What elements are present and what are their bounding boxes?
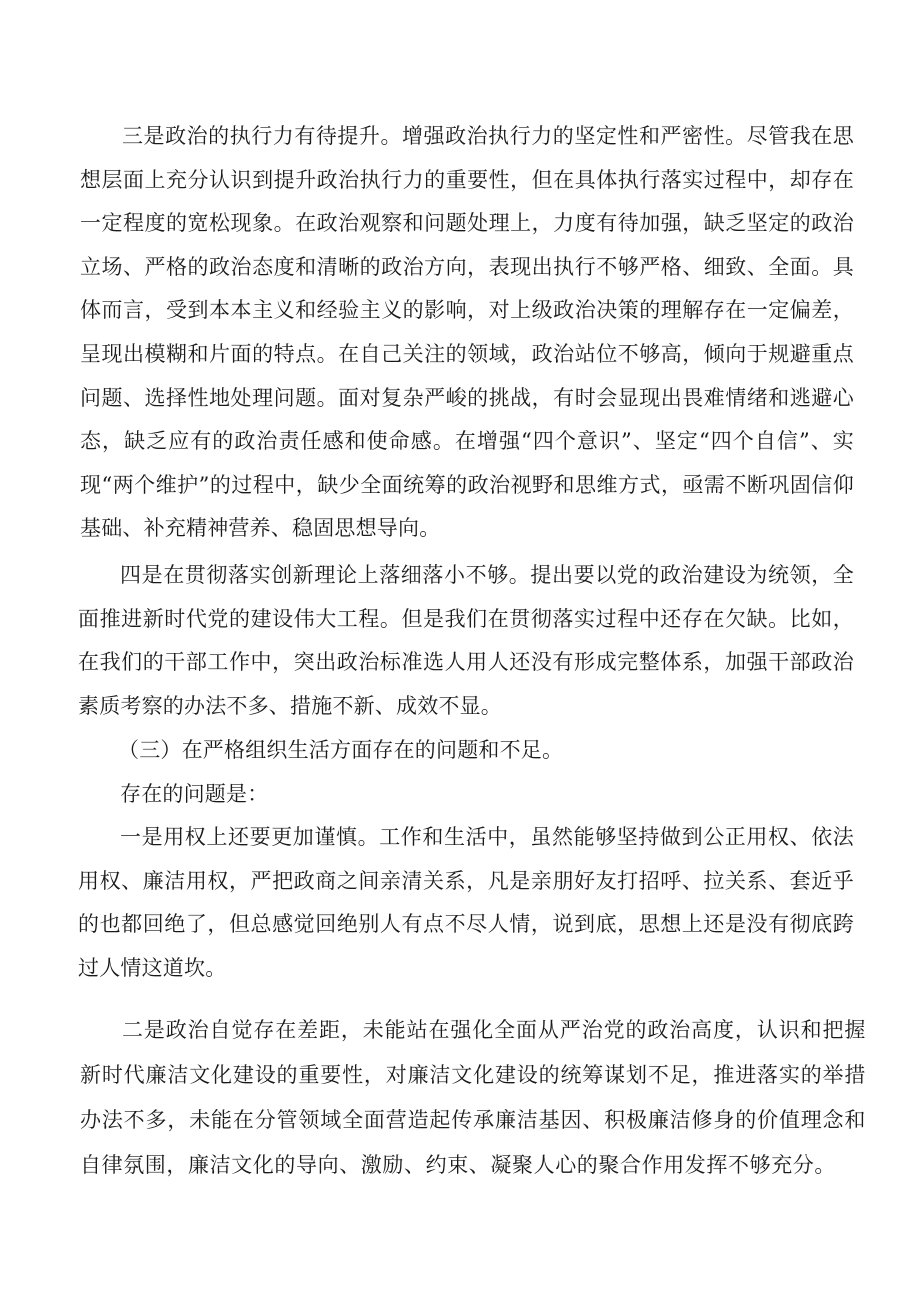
paragraph-innovation-theory: 四是在贯彻落实创新理论上落细落小不够。提出要以党的政治建设为统领，全面推进新时代党的建设伟大工程。但是我们在贯彻落实过程中还存在欠缺。比如，在我们的干部工作中，突出政治标准选人用人还没有形成完整体系，加强干部政治素质考察的办法不多、措施不新、成效不显。 <box>78 563 854 718</box>
paragraph-political-consciousness: 二是政治自觉存在差距，未能站在强化全面从严治党的政治高度，认识和把握新时代廉洁文化建设的重要性，对廉洁文化建设的统筹谋划不足，推进落实的举措办法不多，未能在分管领域全面营造起传承廉洁基因、积极廉洁修身的价值理念和自律氛围，廉洁文化的导向、激励、约束、凝聚人心的聚合作用发挥不够充分。 <box>80 1018 866 1177</box>
paragraph-power-usage: 一是用权上还要更加谨慎。工作和生活中，虽然能够坚持做到公正用权、依法用权、廉洁用权，严把政商之间亲清关系，凡是亲朋好友打招呼、拉关系、套近乎的也都回绝了，但总感觉回绝别人有点不尽人情，说到底，思想上还是没有彻底跨过人情这道坎。 <box>78 825 854 980</box>
paragraph-political-execution: 三是政治的执行力有待提升。增强政治执行力的坚定性和严密性。尽管我在思想层面上充分认识到提升政治执行力的重要性，但在具体执行落实过程中，却存在一定程度的宽松现象。在政治观察和问题处理上，力度有待加强，缺乏坚定的政治立场、严格的政治态度和清晰的政治方向，表现出执行不够严格、细致、全面。具体而言，受到本本主义和经验主义的影响，对上级政治决策的理解存在一定偏差，呈现出模糊和片面的特点。在自己关注的领域，政治站位不够高，倾向于规避重点问题、选择性地处理问题。面对复杂严峻的挑战，有时会显现出畏难情绪和逃避心态，缺乏应有的政治责任感和使命感。在增强“四个意识”、坚定“四个自信”、实现“两个维护”的过程中，缺少全面统筹的政治视野和思维方式，亟需不断巩固信仰基础、补充精神营养、稳固思想导向。 <box>80 124 854 541</box>
paragraph-problems-intro: 存在的问题是： <box>120 782 269 806</box>
section-heading-organization-life: （三）在严格组织生活方面存在的问题和不足。 <box>118 738 564 762</box>
